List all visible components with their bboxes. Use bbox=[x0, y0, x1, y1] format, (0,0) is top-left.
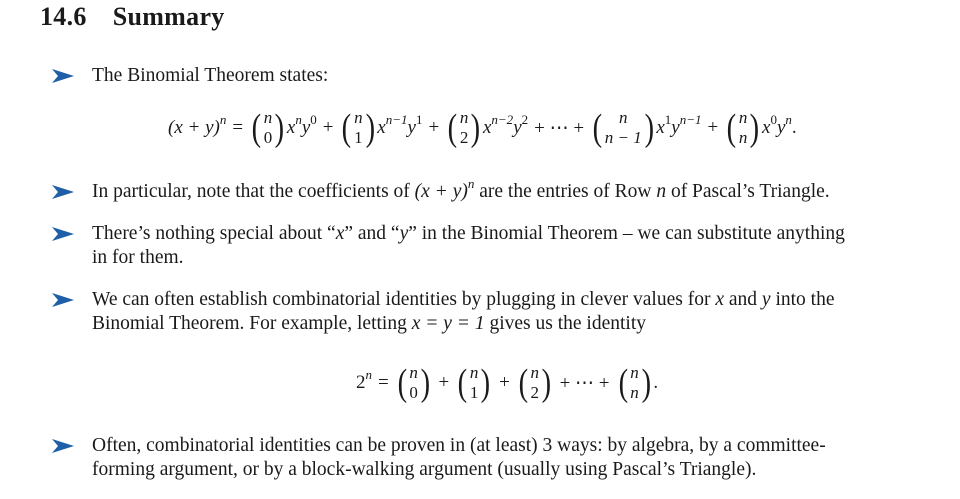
binom-n-0: ( n 0 ) bbox=[251, 107, 285, 149]
eq2-lhs: 2$^n$ bbox=[356, 367, 372, 393]
bullet-text: Often, combinatorial identities can be proven in (at least) 3 ways: by algebra, by a committee- forming argument, or by a block-walking argument (usually using Pascal’s Triangle). bbox=[92, 435, 826, 480]
bullet-text: There’s nothing special about “x” and “y” in the Binomial Theorem – we can substitute anything in for them. bbox=[92, 223, 845, 268]
binom-n-0: ( n 0 ) bbox=[397, 362, 430, 404]
period: . bbox=[791, 117, 797, 138]
binom-n-2: ( n 2 ) bbox=[518, 362, 552, 404]
eq1-lhs: $(x + y)^n$ bbox=[168, 112, 227, 138]
binomial-theorem-equation bbox=[168, 103, 797, 153]
binom-n-1: ( n 1 ) bbox=[457, 362, 491, 404]
binom-n-n: ( n n ) bbox=[726, 107, 760, 149]
plus-sign: + bbox=[428, 117, 440, 138]
section-number: 14.6 bbox=[40, 2, 87, 31]
identity-equation bbox=[356, 358, 658, 408]
bullet-text: The Binomial Theorem states: bbox=[92, 65, 329, 86]
binom-n-n-minus-1: ( n n − 1 ) bbox=[592, 107, 654, 149]
bullet-arrow-icon bbox=[50, 291, 76, 309]
term-2: $x^{n-1}y^1$ bbox=[377, 112, 423, 138]
bullet-text: We can often establish combinatorial identities by plugging in clever values for x and y into the Binomial Theorem. For example, letting x = y = 1 gives us the identity bbox=[92, 289, 835, 334]
bullet-text: In particular, note that the coefficients of $(x + y)^n$ are the entries of Row n of Pascal’s Triangle. bbox=[92, 176, 830, 202]
ellipsis-plus: + ⋯ + bbox=[559, 372, 610, 394]
bullet-arrow-icon bbox=[50, 225, 76, 243]
ellipsis-plus: + ⋯ + bbox=[534, 117, 585, 139]
term-5: $x^0y^n$ bbox=[762, 112, 792, 138]
equals-sign: = bbox=[378, 372, 389, 393]
plus-sign: + bbox=[499, 372, 510, 393]
term-1: $x^ny^0$ bbox=[286, 112, 317, 138]
bullet-4 bbox=[50, 288, 950, 336]
bullet-arrow-icon bbox=[50, 437, 76, 455]
plus-sign: + bbox=[438, 372, 450, 393]
equals-sign: = bbox=[232, 117, 244, 138]
term-4: $x^1y^{n-1}$ bbox=[656, 112, 702, 138]
binom-n-n: ( n n ) bbox=[618, 362, 651, 404]
section-title: Summary bbox=[112, 2, 225, 31]
bullet-1 bbox=[50, 64, 950, 88]
plus-sign: + bbox=[322, 117, 334, 138]
plus-sign: + bbox=[707, 117, 719, 138]
binom-n-1: ( n 1 ) bbox=[342, 107, 375, 149]
term-3: $x^{n-2}y^2$ bbox=[482, 112, 529, 138]
period: . bbox=[653, 372, 659, 393]
bullet-arrow-icon bbox=[50, 183, 76, 201]
bullet-5 bbox=[50, 434, 950, 482]
bullet-arrow-icon bbox=[50, 67, 76, 85]
section-heading bbox=[40, 2, 225, 32]
bullet-2 bbox=[50, 176, 950, 204]
bullet-3 bbox=[50, 222, 950, 270]
binom-n-2: ( n 2 ) bbox=[447, 107, 481, 149]
